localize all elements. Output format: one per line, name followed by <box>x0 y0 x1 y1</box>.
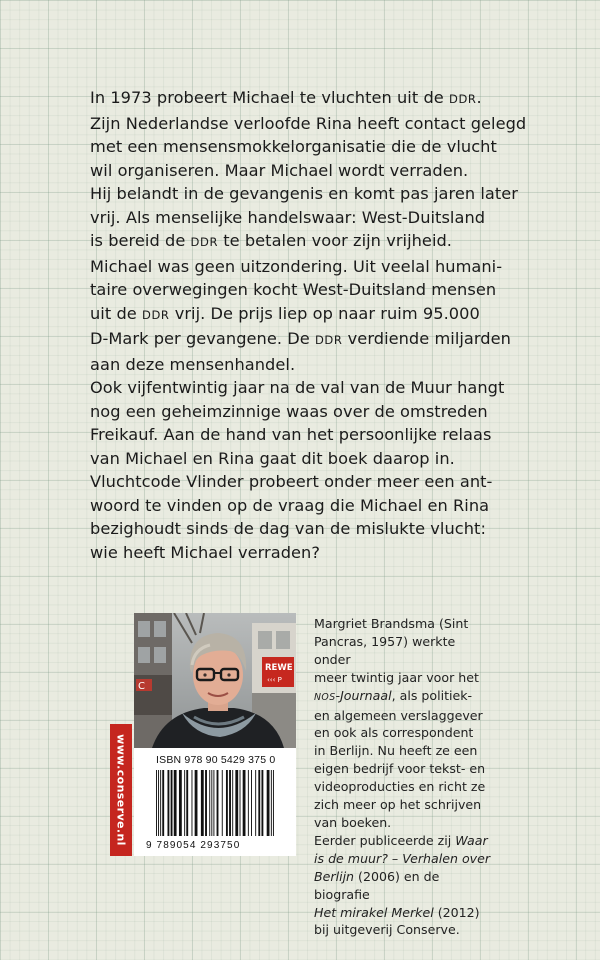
abbr-ddr: DDR <box>448 92 477 106</box>
bio-line: zich meer op het schrijven <box>314 797 482 813</box>
bio-line: in Berlijn. Nu heeft ze een <box>314 743 478 759</box>
bio-line: en ook als correspondent <box>314 725 474 741</box>
blurb-line: taire overwegingen kocht West-Duitsland mensen <box>90 280 497 299</box>
blurb-line: vrij. Als menselijke handelswaar: West-Duitsland <box>90 207 486 227</box>
barcode-bar <box>232 770 233 836</box>
barcode-bar <box>201 770 204 836</box>
barcode-bar <box>171 770 173 836</box>
barcode-bar <box>156 770 157 836</box>
barcode-bar <box>267 770 270 836</box>
barcode-bar <box>251 770 252 836</box>
bio-line: videoproducties en richt ze <box>314 779 486 795</box>
blurb-line: van Michael en Rina gaat dit boek daarop in. <box>90 448 455 468</box>
author-photo <box>134 613 296 748</box>
barcode-bar <box>179 770 182 836</box>
barcode-digits: 9 789054 293750 <box>146 840 241 851</box>
rewe-sign-text: REWE <box>265 663 293 673</box>
blurb-line: Zijn Nederlandse verloofde Rina heeft contact gelegd <box>90 113 527 133</box>
blurb-line: woord te vinden op de vraag die Michael en Rina <box>90 495 490 515</box>
barcode-bar <box>248 770 249 836</box>
abbr-ddr: DDR <box>141 307 170 322</box>
barcode-bar <box>213 770 214 836</box>
barcode-bar <box>258 770 260 836</box>
barcode-bar <box>160 770 161 836</box>
barcode-bar <box>184 770 185 836</box>
barcode-bar <box>255 770 256 836</box>
isbn-barcode <box>134 748 296 856</box>
barcode-bar <box>211 770 212 836</box>
blurb-line: D-Mark per gevangene. De DDR verdiende miljarden <box>90 329 511 348</box>
barcode-bar <box>226 770 228 836</box>
publisher-website-strip <box>110 724 132 856</box>
abbr-ddr: DDR <box>190 235 219 249</box>
isbn-number: ISBN 978 90 5429 375 0 <box>156 754 276 766</box>
parking-sign-text: ‹‹‹ P <box>267 676 282 684</box>
barcode-bar <box>195 770 198 836</box>
barcode-bar <box>222 770 223 836</box>
blurb-line: met een mensensmokkelorganisatie die de vlucht <box>90 137 497 156</box>
barcode-bar <box>158 770 159 836</box>
bio-line: Berlijn (2006) en de biografie <box>314 868 440 902</box>
bio-line: is de muur? – Verhalen over <box>314 850 491 866</box>
bio-line: meer twintig jaar voor het <box>314 669 479 685</box>
blurb-line: wil organiseren. Maar Michael wordt verraden. <box>90 160 469 180</box>
back-cover-blurb <box>90 86 530 564</box>
abbr-ddr: DDR <box>314 333 343 347</box>
publisher-website: www.conserve.nl <box>114 734 128 846</box>
barcode-bar <box>192 770 193 836</box>
author-portrait-illustration <box>134 613 296 748</box>
blurb-line: Freikauf. Aan de hand van het persoonlijke relaas <box>90 425 492 444</box>
blurb-line: In 1973 probeert Michael te vluchten uit de DDR. <box>90 88 482 107</box>
bio-line: en algemeen verslaggever <box>314 707 483 723</box>
barcode-bar <box>167 770 169 836</box>
barcode-bar <box>243 770 246 836</box>
barcode-bar <box>273 770 274 836</box>
blurb-line: Michael was geen uitzondering. Uit veelal humani- <box>90 256 503 276</box>
barcode-bar <box>186 770 188 836</box>
barcode-bar <box>240 770 241 836</box>
bio-line: bij uitgeverij Conserve. <box>314 922 460 938</box>
author-bio <box>314 615 494 939</box>
barcode-bar <box>217 770 219 836</box>
bio-line: van boeken. <box>314 814 392 830</box>
bio-line: Eerder publiceerde zij Waar <box>314 832 488 848</box>
barcode-bar <box>209 770 210 836</box>
barcode-bars <box>156 770 276 838</box>
abbr-nos: NOS <box>314 691 336 703</box>
bio-line: eigen bedrijf voor tekst- en <box>314 761 486 777</box>
barcode-bar <box>235 770 238 836</box>
blurb-line: uit de DDR vrij. De prijs liep op naar ruim 95.000 <box>90 303 480 323</box>
blurb-line: Vluchtcode Vlinder probeert onder meer een ant- <box>90 472 493 491</box>
barcode-bar <box>229 770 231 836</box>
blurb-line: Ook vijfentwintig jaar na de val van de Muur hangt <box>90 378 505 397</box>
blurb-line: Hij belandt in de gevangenis en komt pas jaren later <box>90 184 518 203</box>
blurb-line: nog een geheimzinnige waas over de omstreden <box>90 401 488 421</box>
barcode-bar <box>174 770 177 836</box>
blurb-line: aan deze mensenhandel. <box>90 354 296 374</box>
bio-line: Margriet Brandsma (Sint <box>314 616 469 631</box>
bio-line: Het mirakel Merkel (2012) <box>314 904 480 920</box>
barcode-bar <box>205 770 207 836</box>
blurb-line: is bereid de DDR te betalen voor zijn vrijheid. <box>90 231 453 250</box>
barcode-bar <box>261 770 263 836</box>
blurb-line: bezighoudt sinds de dag van de mislukte vlucht: <box>90 519 486 538</box>
bio-line: Pancras, 1957) werkte onder <box>314 633 456 667</box>
blurb-line: wie heeft Michael verraden? <box>90 542 320 562</box>
shop-sign-text: C <box>138 681 145 692</box>
bio-line: NOS-Journaal, als politiek- <box>314 687 473 703</box>
barcode-bar <box>162 770 164 836</box>
barcode-bar <box>271 770 272 836</box>
